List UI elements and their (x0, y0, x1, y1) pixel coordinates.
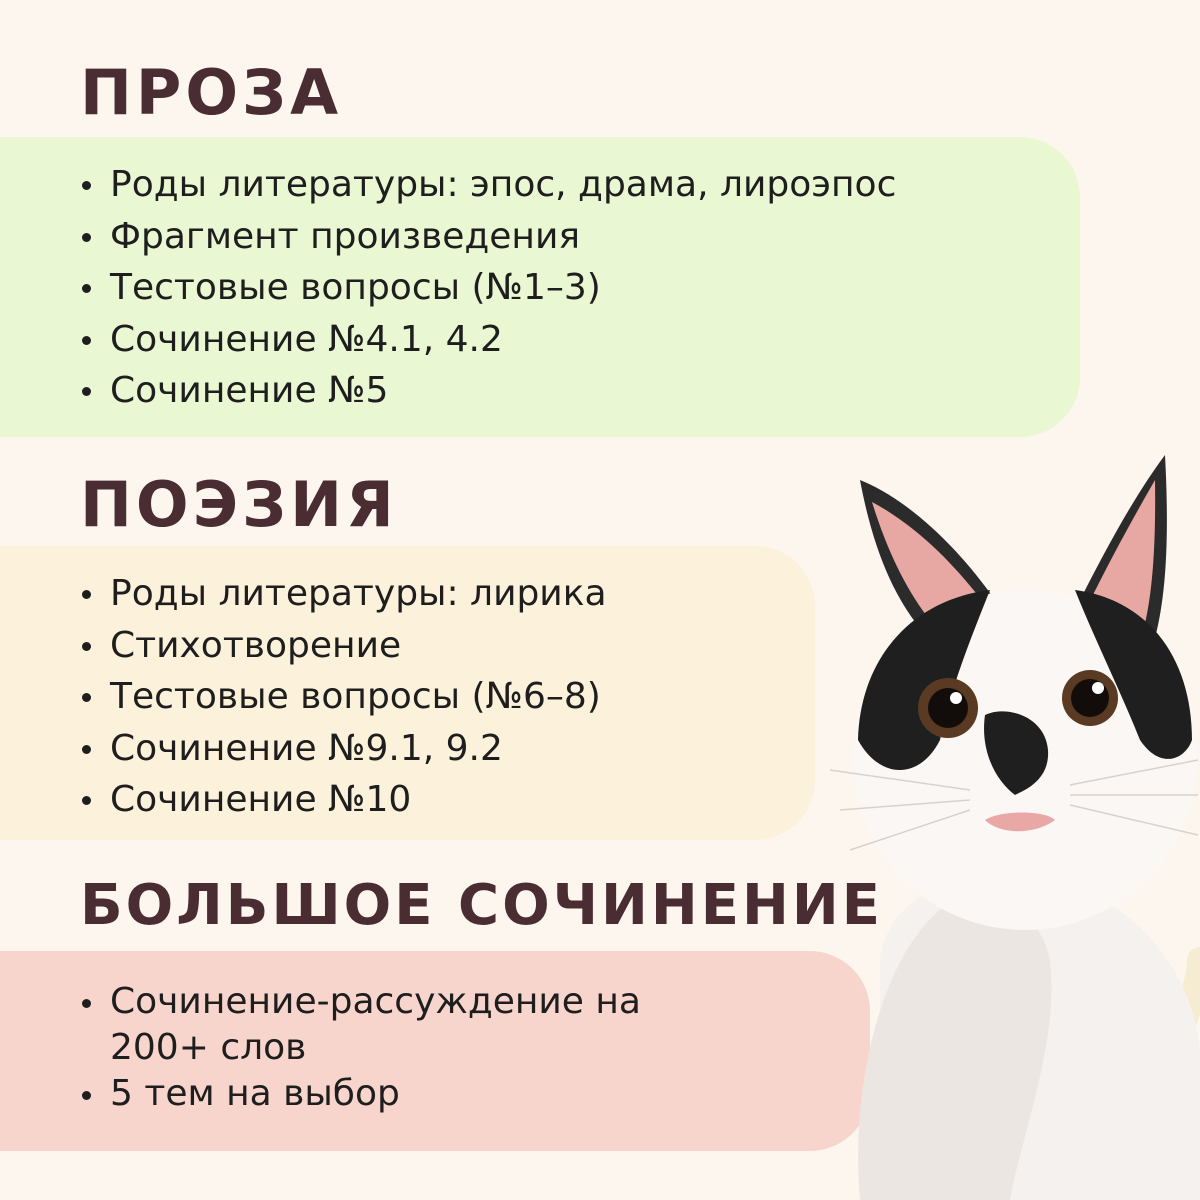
list-item: Сочинение №9.1, 9.2 (80, 723, 607, 775)
kitten-image (820, 440, 1200, 1200)
list-item: Тестовые вопросы (№1–3) (80, 262, 896, 314)
list-item: Тестовые вопросы (№6–8) (80, 671, 607, 723)
list-item: Сочинение-рассуждение на 200+ слов (80, 979, 750, 1071)
list-item: Роды литературы: лирика (80, 568, 607, 620)
essay-list (80, 979, 750, 1117)
list-item: Стихотворение (80, 620, 607, 672)
list-item: Роды литературы: эпос, драма, лироэпос (80, 159, 896, 211)
list-item: Сочинение №5 (80, 365, 896, 417)
list-item: Фрагмент произведения (80, 211, 896, 263)
prose-panel (0, 137, 1080, 437)
poetry-panel (0, 546, 815, 840)
prose-list (80, 159, 896, 417)
list-item: Сочинение №4.1, 4.2 (80, 314, 896, 366)
list-item: Сочинение №10 (80, 774, 607, 826)
essay-panel (0, 951, 870, 1151)
list-item: 5 тем на выбор (80, 1071, 750, 1117)
essay-title: БОЛЬШОЕ СОЧИНЕНИЕ (80, 873, 883, 938)
prose-title: ПРОЗА (80, 56, 343, 129)
poetry-title: ПОЭЗИЯ (80, 468, 398, 541)
poetry-list (80, 568, 607, 826)
